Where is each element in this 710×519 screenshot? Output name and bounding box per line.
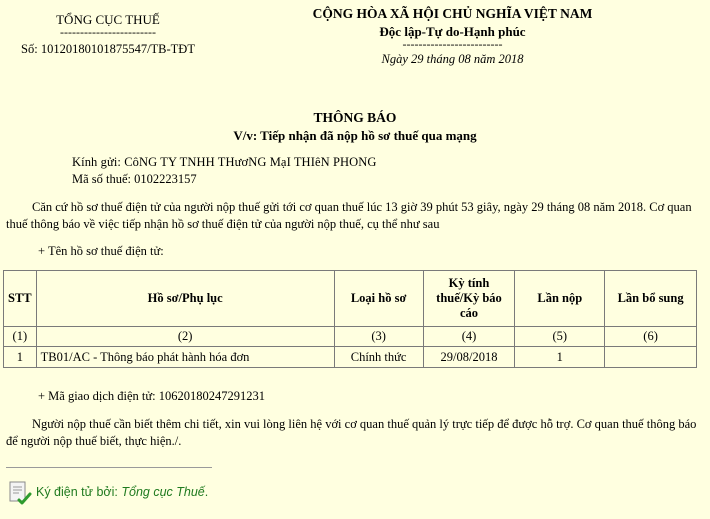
cell-submission: 1 xyxy=(515,347,605,368)
index-cell: (3) xyxy=(334,327,423,347)
signature-label: Ký điện tử bởi: xyxy=(36,485,122,499)
index-cell: (2) xyxy=(36,327,334,347)
index-cell: (5) xyxy=(515,327,605,347)
col-header-stt: STT xyxy=(4,271,37,327)
signer-name: Tổng cục Thuế xyxy=(121,485,205,499)
notice-title: THÔNG BÁO xyxy=(313,110,397,125)
col-header-type: Loại hồ sơ xyxy=(334,271,423,327)
table-row xyxy=(4,347,697,368)
index-cell: (6) xyxy=(605,327,697,347)
signature-suffix: . xyxy=(204,485,209,499)
header-left xyxy=(8,12,208,57)
index-cell: (1) xyxy=(4,327,37,347)
intro-paragraph: Căn cứ hồ sơ thuế điện tử của người nộp thuế gửi tới cơ quan thuế lúc 13 giờ 39 phút 53 giây, ngày 29 tháng 08 năm 2018. Cơ quan thuế thông báo về việc tiếp nhận hồ sơ thuế điện tử của người nộp thuế, cụ thể như sau xyxy=(6,200,692,231)
signed-document-icon xyxy=(7,480,33,506)
motto: Độc lập-Tự do-Hạnh phúc xyxy=(379,24,526,39)
document-number: Số: 10120180101875547/TB-TĐT xyxy=(21,42,195,56)
recipient-block xyxy=(72,154,377,188)
agency-name: TỔNG CỤC THUẾ xyxy=(56,12,160,27)
table-index-row xyxy=(4,327,697,347)
col-header-file: Hồ sơ/Phụ lục xyxy=(36,271,334,327)
cell-stt: 1 xyxy=(4,347,37,368)
closing-paragraph: Người nộp thuế cần biết thêm chi tiết, xin vui lòng liên hệ với cơ quan thuế quản lý trực tiếp để được hỗ trợ. Cơ quan thuế thông báo để người nộp thuế biết, thực hiện./. xyxy=(6,417,697,448)
col-header-period: Kỳ tính thuế/Kỳ báo cáo xyxy=(423,271,515,327)
notice-subject: V/v: Tiếp nhận đã nộp hồ sơ thuế qua mạng xyxy=(233,128,477,143)
title-block xyxy=(0,110,710,144)
motto-underline: ------------------------- xyxy=(402,37,503,51)
table-header-row xyxy=(4,271,697,327)
country-name: CỘNG HÒA XÃ HỘI CHỦ NGHĨA VIỆT NAM xyxy=(312,6,593,21)
transaction-code: + Mã giao dịch điện tử: 10620180247291231 xyxy=(38,389,265,403)
cell-file: TB01/AC - Thông báo phát hành hóa đơn xyxy=(36,347,334,368)
agency-underline: ------------------------ xyxy=(60,25,156,39)
cell-supplement xyxy=(605,347,697,368)
index-cell: (4) xyxy=(423,327,515,347)
signature-divider xyxy=(6,467,212,468)
col-header-supplement: Lần bổ sung xyxy=(605,271,697,327)
cell-period: 29/08/2018 xyxy=(423,347,515,368)
signature-text xyxy=(36,485,208,499)
cell-type: Chính thức xyxy=(334,347,423,368)
col-header-submission: Lần nộp xyxy=(515,271,605,327)
tax-file-table xyxy=(3,270,697,368)
recipient-name: Kính gửi: CôNG TY TNHH THươNG MạI THIêN PHONG xyxy=(72,155,377,169)
tax-code: Mã số thuế: 0102223157 xyxy=(72,172,197,186)
document-date: Ngày 29 tháng 08 năm 2018 xyxy=(381,52,524,66)
file-name-label: + Tên hồ sơ thuế điện tử: xyxy=(38,244,164,258)
header-right xyxy=(300,6,605,67)
